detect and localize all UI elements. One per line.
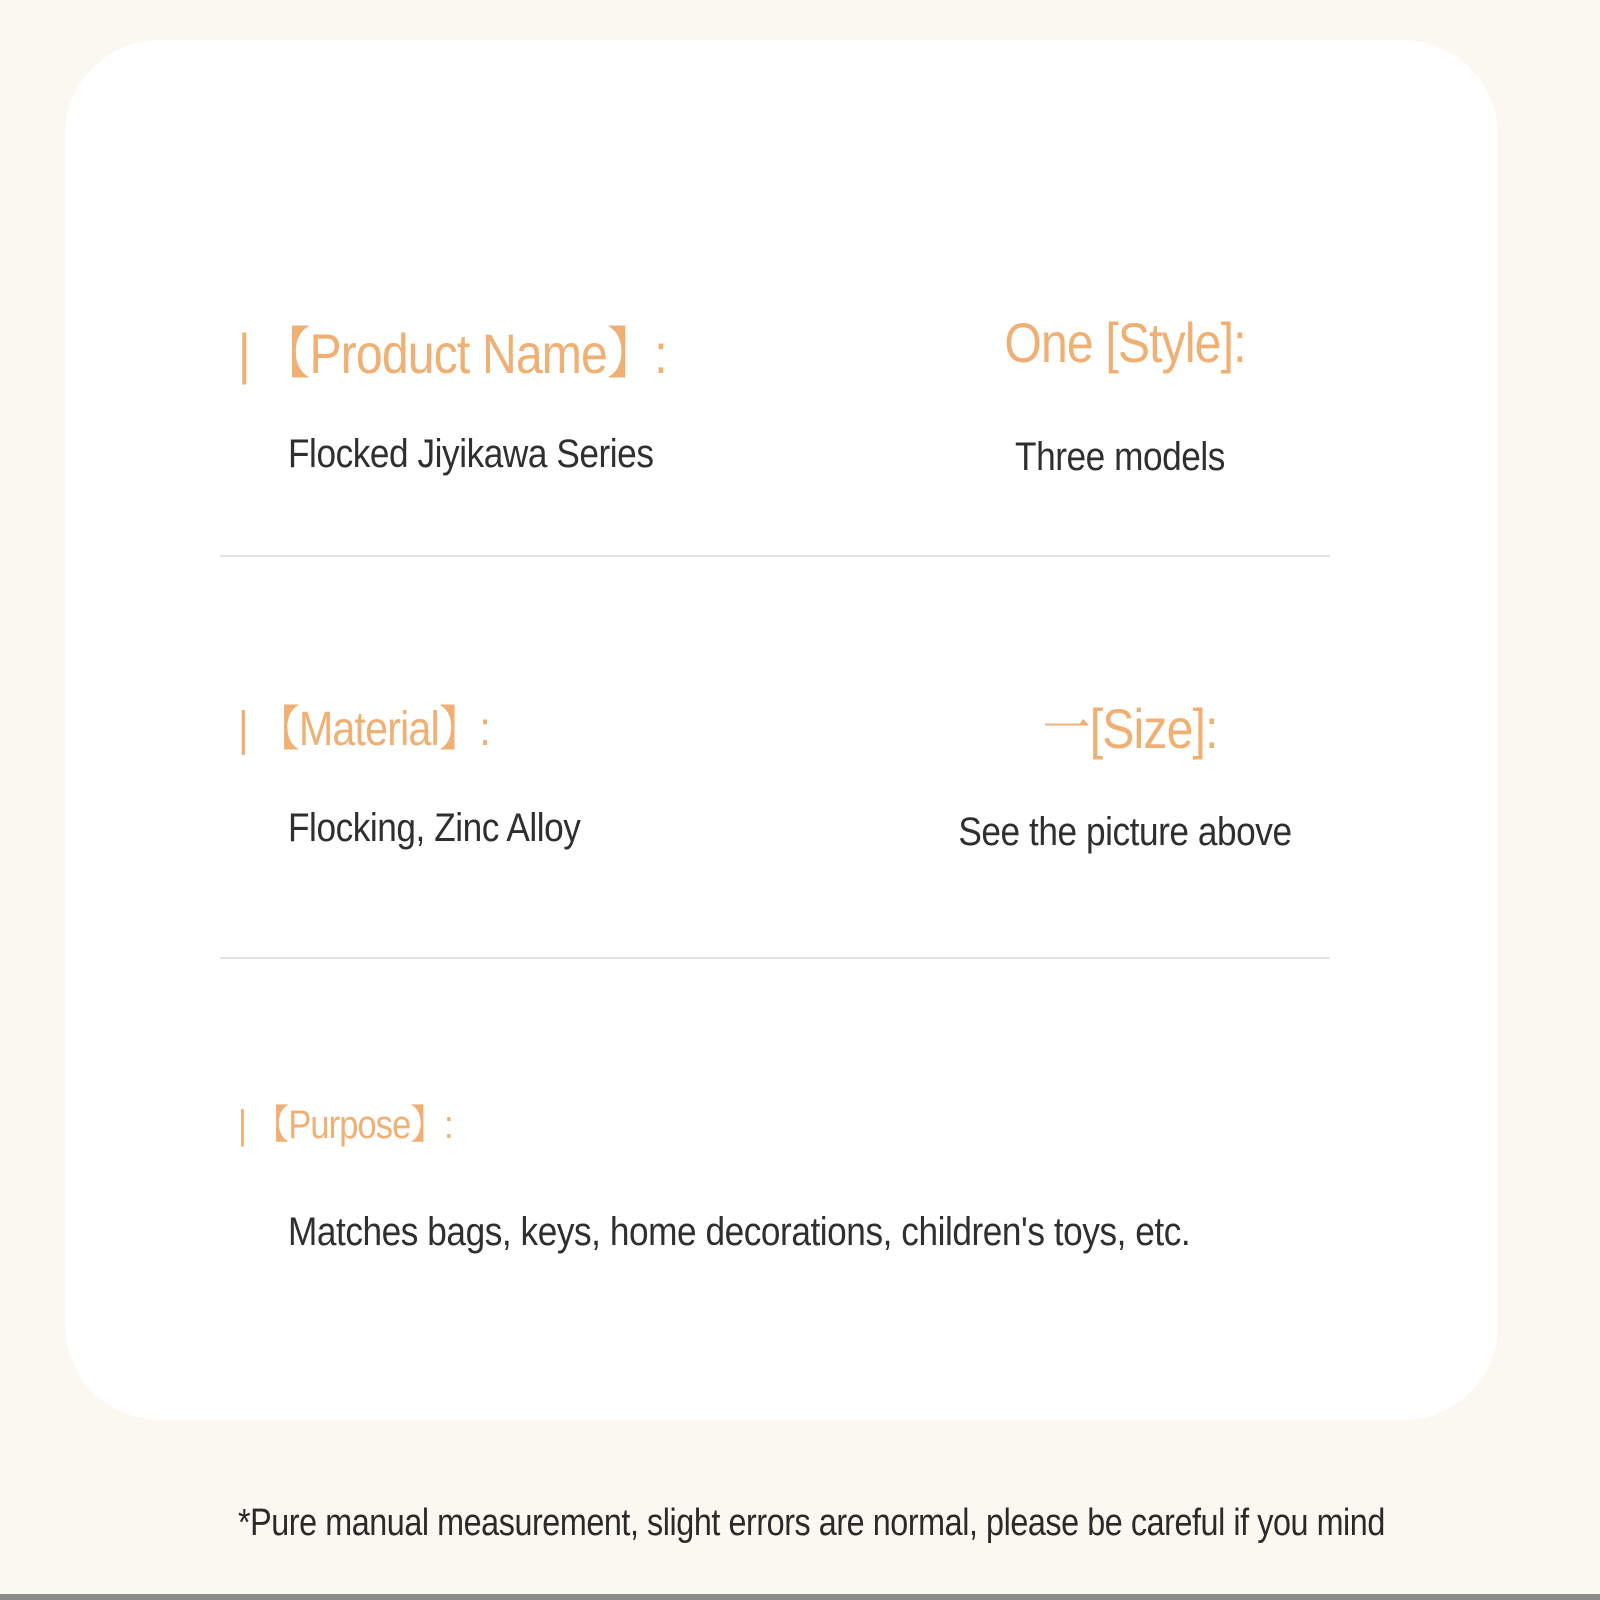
size-label: 一[Size]:	[1042, 697, 1218, 760]
material-value: Flocking, Zinc Alloy	[288, 806, 581, 850]
purpose-value: Matches bags, keys, home decorations, children's toys, etc.	[288, 1210, 1191, 1254]
material-label: | 【Material】:	[238, 703, 490, 756]
product-name-value: Flocked Jiyikawa Series	[288, 432, 654, 476]
measurement-disclaimer: *Pure manual measurement, slight errors are normal, please be careful if you mind	[238, 1502, 1385, 1544]
purpose-label: | 【Purpose】:	[238, 1103, 453, 1147]
size-value: See the picture above	[958, 810, 1292, 854]
style-value: Three models	[1015, 435, 1225, 479]
row-divider	[220, 555, 1330, 557]
row-divider	[220, 957, 1330, 959]
style-label: One [Style]:	[1004, 311, 1246, 374]
product-name-label: | 【Product Name】:	[238, 322, 667, 385]
bottom-edge-bar	[0, 1594, 1600, 1600]
